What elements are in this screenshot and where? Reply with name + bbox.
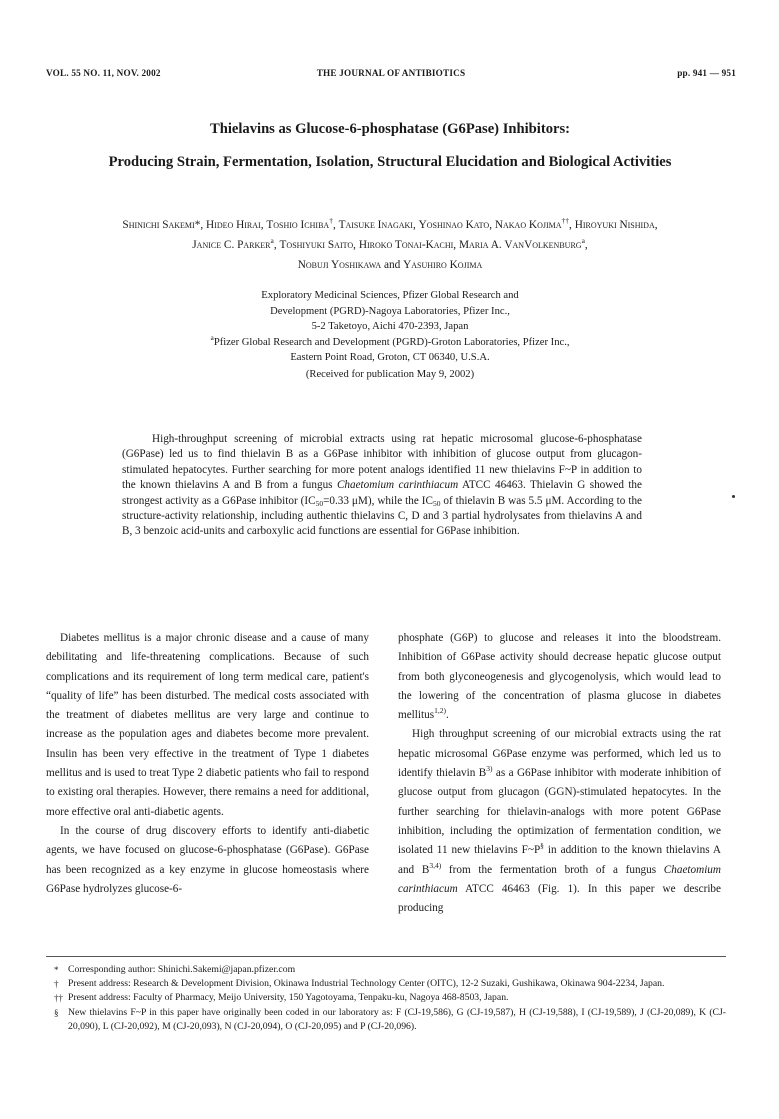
author-name: Hiroko Tonai-Kachi xyxy=(358,239,454,251)
abstract-text: High-throughput screening of microbial extracts using rat hepatic microsomal glucose-6-phosphatase (G6Pase) led us to find thielavin B as a G6Pase inhibitor with inhibition of glucose output from glucagon-stimulated hepatocytes. Further searching for more potent analogs identified 11 new thielavins F~P in addition to the known thielavins A and B from a fungus Chaetomium carinthiacum ATCC 46463. Thielavin G showed the strongest activity as a G6Pase inhibitor ($IC_{50}=0.33$ μM), while the $IC_{50}$ of thielavin B was 5.5 μM. According to the structure-activity relationship, including authentic thielavins C, D and 3 partial hydrolysates from thielavins A and B, 3 benzoic acid-units and carboxylic acid functions are essential for G6Pase inhibition. xyxy=(122,433,643,538)
author-list: Shinichi Sakemi*, Hideo Hirai, Toshio Ichiba†, Taisuke Inagaki, Yoshinao Kato, Nakao Kojima††, Hiroyuki Nishida, Janice C. Parker$^a$, Toshiyuki Saito, Hiroko Tonai-Kachi, Maria A. VanVolkenburg$^a$, Nobuji Yoshikawa and Yasuhiro Kojima xyxy=(122,216,658,271)
citation-ref: 3,4) xyxy=(429,860,442,870)
affiliation-mark: a xyxy=(210,332,214,342)
page-range: pp. 941 — 951 xyxy=(677,68,736,78)
affiliation-line: Development (PGRD)-Nagoya Laboratories, Pfizer Inc., xyxy=(270,305,510,317)
volume-info: VOL. 55 NO. 11, NOV. 2002 xyxy=(46,68,161,78)
author-name: Shinichi Sakemi* xyxy=(122,219,201,231)
footnote-marker: * xyxy=(54,965,59,975)
citation-ref: 3) xyxy=(486,764,493,774)
body-column-right xyxy=(398,629,721,918)
article-title: Thielavins as Glucose-6-phosphatase (G6Pase) Inhibitors: xyxy=(209,121,571,137)
body-column-left xyxy=(46,629,369,899)
footnote-mark: § xyxy=(540,841,544,851)
footnote-marker: †† xyxy=(54,993,63,1004)
author-name: Nakao Kojima xyxy=(494,219,562,231)
author-name: Maria A. VanVolkenburg xyxy=(458,239,582,251)
affiliation-line: $^a$Pfizer Global Research and Development (PGRD)-Groton Laboratories, Pfizer Inc., xyxy=(210,332,570,348)
citation-ref: 1,2) xyxy=(434,706,446,716)
article-subtitle: Producing Strain, Fermentation, Isolation, Structural Elucidation and Biological Activities xyxy=(108,154,672,170)
footnote: * Corresponding author: Shinichi.Sakemi@japan.pfizer.com xyxy=(54,963,726,977)
affiliation-line: Exploratory Medicinal Sciences, Pfizer Global Research and xyxy=(261,290,519,301)
footnote: † Present address: Research & Development Division, Okinawa Industrial Technology Center (OITC), 12-2 Suzaki, Gushikawa, Okinawa 904-2234, Japan. xyxy=(54,977,726,991)
footnote-marker: § xyxy=(54,1007,59,1018)
affiliation-line: 5-2 Taketoyo, Aichi 470-2393, Japan xyxy=(311,321,469,333)
author-name: Janice C. Parker xyxy=(192,239,271,251)
body-paragraph: In the course of drug discovery efforts to identify anti-diabetic agents, we have focused on glucose-6-phosphatase (G6Pase). G6Pase has been recognized as a key enzyme in glucose homeostasis where G6Pase hydrolyzes glucose-6- xyxy=(46,824,369,895)
body-paragraph: High throughput screening of our microbial extracts using the rat hepatic microsomal G6Pase enzyme was performed, which led us to identify thielavin $B^{3)}$ as a G6Pase inhibitor with moderate inhibition of glucose output from glucagon (GGN)-stimulated hepatocytes. In the further searching for thielavin-analogs with more potent G6Pase inhibition, including the optimization of fermentation condition, we isolated 11 new thielavins F~P§ in addition to the known thielavins A and B$^{3,4)}$ from the fermentation broth of a fungus Chaetomium carinthiacum ATCC 46463 (Fig. 1). In this paper we describe producing xyxy=(398,728,722,915)
author-name: Yoshinao Kato xyxy=(418,219,490,231)
author-name: Nobuji Yoshikawa xyxy=(297,259,382,271)
affiliation-line: Eastern Point Road, Groton, CT 06340, U.S.A. xyxy=(290,352,490,364)
organism-name: Chaetomium carinthiacum xyxy=(336,479,459,492)
footnote: § New thielavins F~P in this paper have originally been coded in our laboratory as: F (CJ-19,586), G (CJ-19,587), H (CJ-19,588), I (CJ-19,589), J (CJ-20,089), K (CJ-20,090), L (CJ-20,092), M (CJ-20,093), N (CJ-20,094), O (CJ-20,095) and P (CJ-20,096). xyxy=(54,1006,726,1032)
author-name: Toshio Ichiba xyxy=(266,219,330,231)
footnote-marker: † xyxy=(54,979,59,990)
received-date: (Received for publication May 9, 2002) xyxy=(305,369,475,380)
abstract xyxy=(122,432,642,540)
scan-speck xyxy=(732,495,735,498)
body-paragraph: Diabetes mellitus is a major chronic disease and a cause of many debilitating and life-threatening complications. Because of such complications and its requirement of long term medical care, patient's “quality of life” has been disturbed. The medical costs associated with the treatment of diabetes mellitus are very large and continue to increase as the population ages and diabetes become more prevalent. Insulin has been very effective in the treatment of Type 1 diabetes mellitus and is used to treat Type 2 diabetic patients who fail to respond to existing oral therapies. However, there remains a need for additional, more effective oral anti-diabetic agents. xyxy=(46,632,369,818)
footnote: †† Present address: Faculty of Pharmacy, Meijo University, 150 Yagotoyama, Tenpaku-ku, Nagoya 468-8503, Japan. xyxy=(54,991,726,1005)
author-name: Taisuke Inagaki xyxy=(338,219,413,231)
author-name: Yasuhiro Kojima xyxy=(403,259,483,271)
footnote-divider xyxy=(46,956,726,957)
author-name: Hideo Hirai xyxy=(206,219,261,231)
running-header xyxy=(46,68,736,82)
organism-name: Chaetomium carinthiacum xyxy=(398,863,721,895)
journal-name: THE JOURNAL OF ANTIBIOTICS xyxy=(316,68,466,78)
footnotes xyxy=(54,963,726,1034)
author-name: Hiroyuki Nishida xyxy=(574,219,655,231)
affiliations xyxy=(90,288,690,366)
author-conjunction: and xyxy=(383,259,401,271)
author-name: Toshiyuki Saito xyxy=(279,239,354,251)
body-paragraph: phosphate (G6P) to glucose and releases it into the bloodstream. Inhibition of G6Pase activity should decrease hepatic glucose output from both glyconeogenesis and glycogenolysis, which would lead to the lowering of the concentration of plasma glucose in diabetes mellitus$^{1,2)}$. xyxy=(398,632,721,722)
